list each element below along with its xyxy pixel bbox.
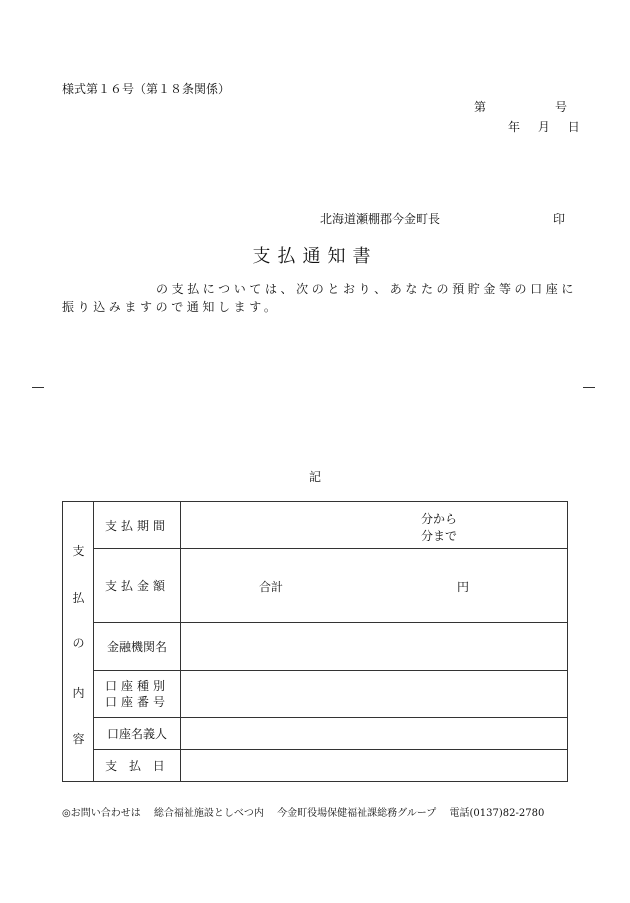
- footer-contact: [62, 804, 554, 819]
- body-text-line-1: の支払については、次のとおり、あなたの預貯金等の口座に: [156, 282, 577, 296]
- account-number-label: 口座番号: [104, 695, 169, 709]
- date-day: 日: [567, 120, 580, 134]
- document-number-suffix: 号: [555, 100, 568, 114]
- period-value-cell: [181, 502, 568, 549]
- fold-mark-right: [583, 387, 595, 388]
- account-holder-value: [181, 718, 568, 750]
- side-label-char: 払: [72, 591, 85, 605]
- amount-total-label: 合計: [259, 580, 284, 594]
- period-label: 支払期間: [94, 502, 181, 549]
- table-row-account: [63, 671, 568, 718]
- footer-phone: 電話(0137)82-2780: [449, 808, 545, 819]
- document-title: 支払通知書: [252, 246, 378, 267]
- table-row-bank: [63, 623, 568, 671]
- account-type-number-label: [94, 671, 181, 718]
- seal-mark: 印: [553, 212, 566, 226]
- payment-details-table: [62, 501, 568, 782]
- account-holder-label: 口座名義人: [94, 718, 181, 750]
- period-from-text: 分から: [421, 512, 458, 526]
- body-text-line-2: 振り込みますので通知します。: [62, 300, 280, 314]
- table-row-payment-date: [63, 750, 568, 782]
- payment-contents-side-label: [63, 502, 94, 782]
- table-row-amount: [63, 549, 568, 623]
- account-type-label: 口座種別: [104, 679, 169, 693]
- document-number-prefix: 第: [474, 100, 487, 114]
- form-number: 様式第１６号（第１８条関係）: [62, 82, 231, 96]
- side-label-char: 内: [72, 686, 85, 700]
- footer-contact-intro: ◎お問い合わせは: [62, 808, 141, 819]
- ki-heading: 記: [308, 470, 321, 484]
- footer-facility: 総合福祉施設としべつ内: [153, 808, 264, 819]
- table-row-holder: [63, 718, 568, 750]
- payment-date-value: [181, 750, 568, 782]
- table-row-period: [63, 502, 568, 549]
- issue-date: [508, 118, 580, 135]
- amount-value-cell: [181, 549, 568, 623]
- footer-department: 今金町役場保健福祉課総務グループ: [277, 808, 437, 819]
- period-to-text: 分まで: [421, 529, 458, 543]
- fold-mark-left: [32, 387, 44, 388]
- payment-date-label: 支 払 日: [94, 750, 181, 782]
- issuer-name: 北海道瀬棚郡今金町長: [320, 212, 441, 226]
- bank-name-value: [181, 623, 568, 671]
- bank-name-label: 金融機関名: [94, 623, 181, 671]
- side-label-char: 容: [72, 732, 85, 746]
- account-value: [181, 671, 568, 718]
- amount-yen-unit: 円: [457, 580, 470, 594]
- date-month: 月: [537, 120, 550, 134]
- date-year: 年: [508, 120, 521, 134]
- side-label-char: の: [72, 636, 85, 650]
- side-label-char: 支: [72, 544, 85, 558]
- amount-label: 支払金額: [94, 549, 181, 623]
